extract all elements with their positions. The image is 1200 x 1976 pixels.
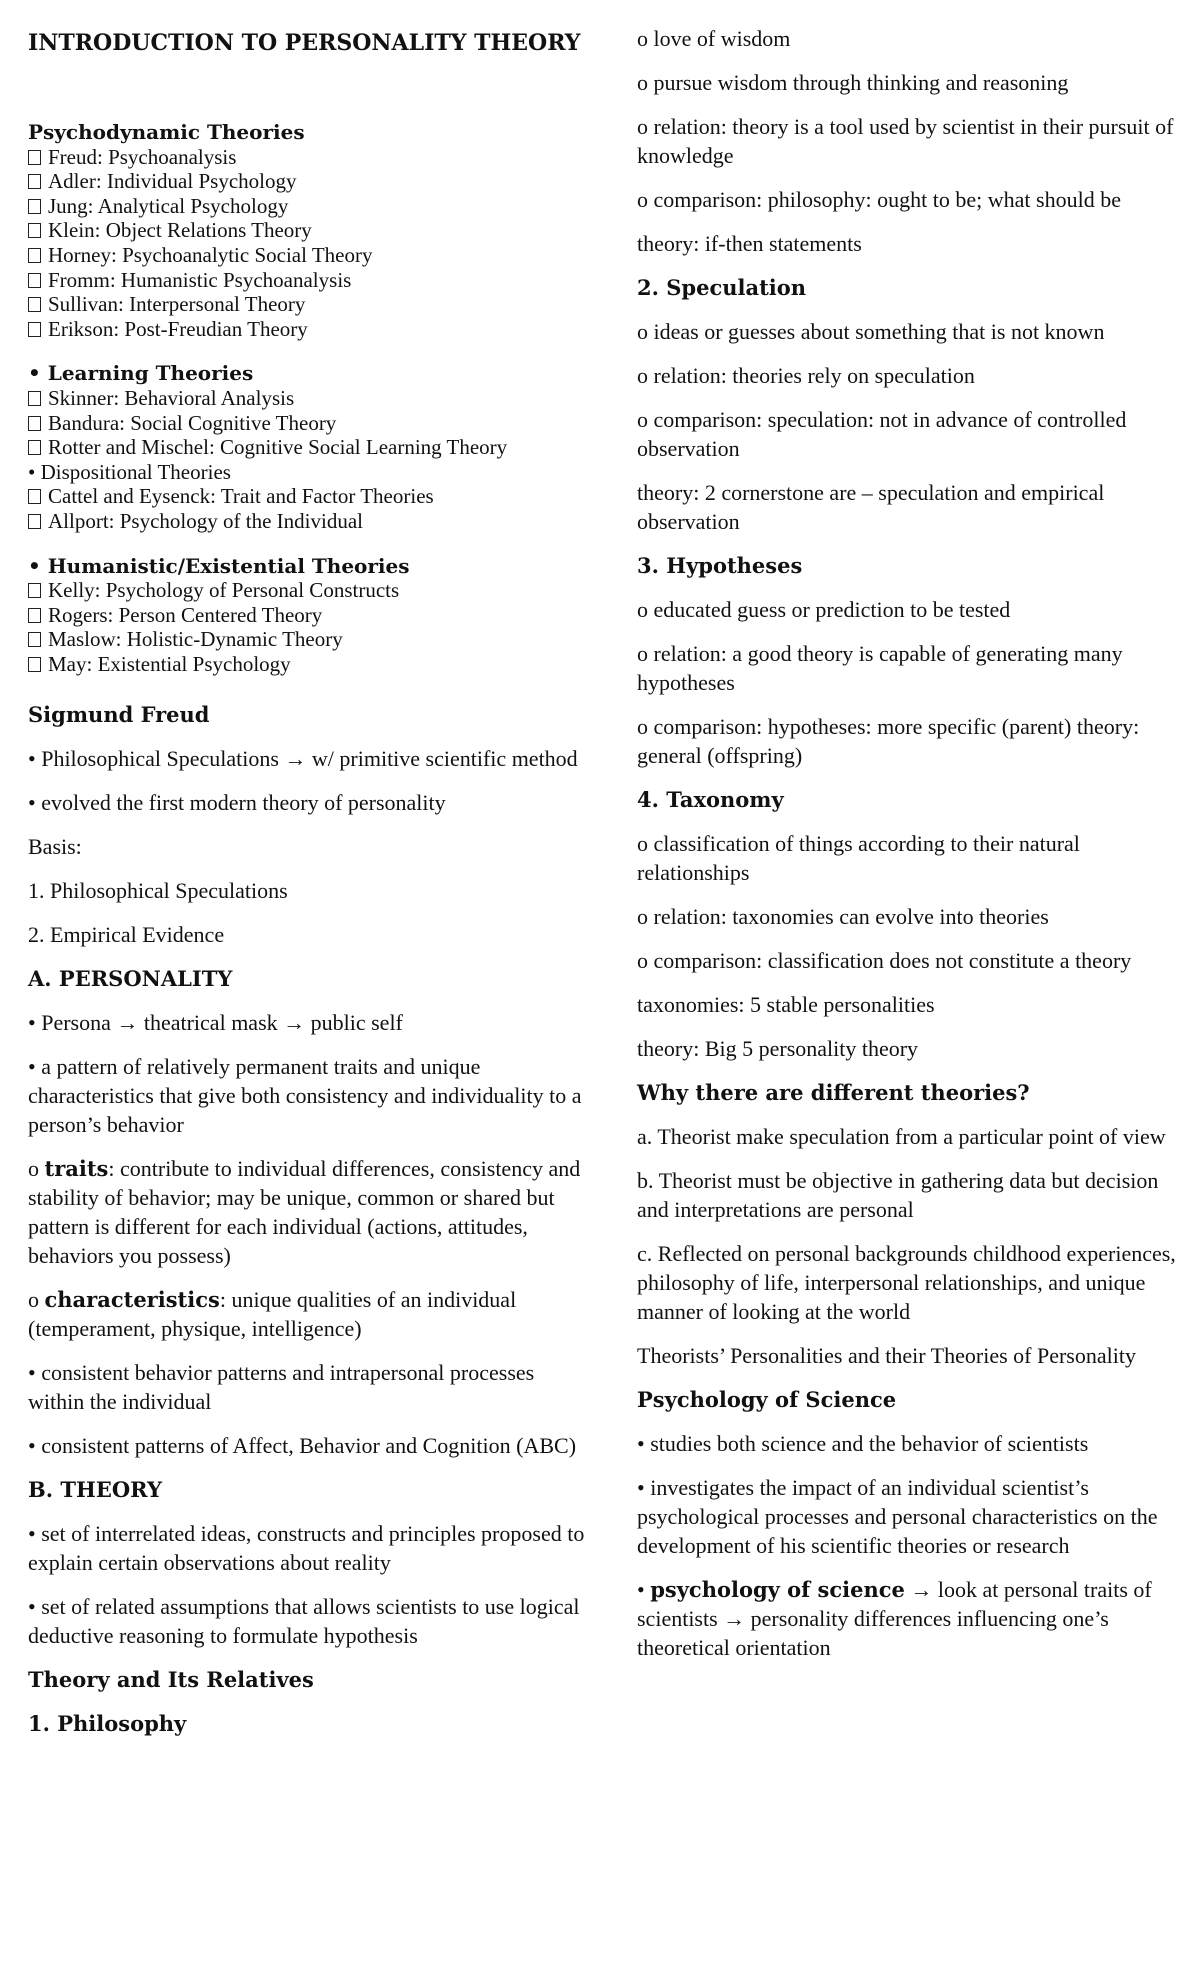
list-item: Adler: Individual Psychology <box>28 169 588 194</box>
paragraph: a. Theorist make speculation from a particular point of view <box>637 1124 1166 1149</box>
checkbox-icon <box>28 223 41 238</box>
paragraph: • psychology of science → look at personal traits of scientists → personality differences influencing one’s theoretical orientation <box>637 1577 1152 1660</box>
checkbox-icon <box>28 322 41 337</box>
philosophy-heading: 1. Philosophy <box>28 1711 187 1737</box>
paragraph: o comparison: classification does not constitute a theory <box>637 948 1132 973</box>
why-different-heading: Why there are different theories? <box>637 1080 1030 1105</box>
list-item: Skinner: Behavioral Analysis <box>28 386 588 411</box>
paragraph: • consistent behavior patterns and intrapersonal processes within the individual <box>28 1360 535 1415</box>
left-column <box>28 0 588 1753</box>
theory-outline <box>28 120 588 676</box>
paragraph: theory: 2 cornerstone are – speculation and empirical observation <box>637 480 1105 534</box>
paragraph: taxonomies: 5 stable personalities <box>637 992 935 1017</box>
list-item: Freud: Psychoanalysis <box>28 145 588 170</box>
paragraph: theory: Big 5 personality theory <box>637 1036 919 1061</box>
relatives-heading: Theory and Its Relatives <box>28 1667 314 1693</box>
term-psychology-of-science: psychology of science <box>650 1577 905 1602</box>
paragraph: o relation: taxonomies can evolve into theories <box>637 904 1049 929</box>
learning-group <box>28 361 588 533</box>
paragraph: 1. Philosophical Speculations <box>28 878 288 904</box>
paragraph: theory: if-then statements <box>637 231 862 256</box>
paragraph: Theorists’ Personalities and their Theories of Personality <box>637 1343 1136 1368</box>
checkbox-icon <box>28 489 41 504</box>
paragraph: o traits: contribute to individual differences, consistency and stability of behavior; may be unique, common or shared but pattern is different for each individual (actions, attitudes, behaviors you possess) <box>28 1156 581 1269</box>
paragraph: b. Theorist must be objective in gathering data but decision and interpretations are personal <box>637 1168 1159 1222</box>
checkbox-icon <box>28 416 41 431</box>
list-item: May: Existential Psychology <box>28 652 588 677</box>
psychology-of-science-heading: Psychology of Science <box>637 1387 897 1412</box>
right-column <box>637 0 1177 1677</box>
humanistic-group <box>28 554 588 677</box>
dispositional-heading: • Dispositional Theories <box>28 459 231 484</box>
list-item: Allport: Psychology of the Individual <box>28 509 588 534</box>
list-item: Cattel and Eysenck: Trait and Factor Theories <box>28 484 588 509</box>
checkbox-icon <box>28 657 41 672</box>
list-item: Erikson: Post-Freudian Theory <box>28 317 588 342</box>
hypotheses-heading: 3. Hypotheses <box>637 553 803 578</box>
list-item: Horney: Psychoanalytic Social Theory <box>28 243 588 268</box>
checkbox-icon <box>28 297 41 312</box>
psychodynamic-group <box>28 120 588 341</box>
paragraph: o relation: theory is a tool used by scientist in their pursuit of knowledge <box>637 114 1174 168</box>
list-item: Sullivan: Interpersonal Theory <box>28 292 588 317</box>
paragraph: o classification of things according to their natural relationships <box>637 831 1080 885</box>
taxonomy-heading: 4. Taxonomy <box>637 787 784 812</box>
speculation-heading: 2. Speculation <box>637 275 807 300</box>
term-traits: traits <box>44 1156 109 1182</box>
paragraph: o comparison: hypotheses: more specific (parent) theory: general (offspring) <box>637 714 1140 768</box>
paragraph: • studies both science and the behavior of scientists <box>637 1431 1089 1456</box>
checkbox-icon <box>28 199 41 214</box>
document-title: INTRODUCTION TO PERSONALITY THEORY <box>28 30 581 56</box>
list-item: Bandura: Social Cognitive Theory <box>28 411 588 436</box>
paragraph: • a pattern of relatively permanent traits and unique characteristics that give both consistency and individuality to a person’s behavior <box>28 1054 582 1138</box>
paragraph: • consistent patterns of Affect, Behavior and Cognition (ABC) <box>28 1433 577 1459</box>
checkbox-icon <box>28 174 41 189</box>
checkbox-icon <box>28 248 41 263</box>
paragraph: o love of wisdom <box>637 26 791 51</box>
paragraph: • investigates the impact of an individual scientist’s psychological processes and personal characteristics on the development of his scientific theories or research <box>637 1475 1158 1558</box>
list-item: Rotter and Mischel: Cognitive Social Learning Theory <box>28 435 588 460</box>
checkbox-icon <box>28 514 41 529</box>
paragraph: o relation: theories rely on speculation <box>637 363 975 388</box>
personality-heading: A. PERSONALITY <box>28 966 233 992</box>
paragraph: o comparison: speculation: not in advance of controlled observation <box>637 407 1127 461</box>
paragraph: • set of interrelated ideas, constructs and principles proposed to explain certain observations about reality <box>28 1521 585 1576</box>
list-item: Maslow: Holistic-Dynamic Theory <box>28 627 588 652</box>
paragraph: c. Reflected on personal backgrounds childhood experiences, philosophy of life, interpersonal relationships, and unique manner of looking at the world <box>637 1241 1176 1324</box>
checkbox-icon <box>28 608 41 623</box>
theory-heading: B. THEORY <box>28 1477 162 1503</box>
paragraph: • Philosophical Speculations → w/ primitive scientific method <box>28 746 578 772</box>
learning-heading: • Learning Theories <box>28 361 254 386</box>
checkbox-icon <box>28 632 41 647</box>
checkbox-icon <box>28 273 41 288</box>
list-item: Fromm: Humanistic Psychoanalysis <box>28 268 588 293</box>
freud-heading: Sigmund Freud <box>28 702 210 728</box>
left-body <box>28 700 588 1739</box>
paragraph: o ideas or guesses about something that is not known <box>637 319 1105 344</box>
list-item: Jung: Analytical Psychology <box>28 194 588 219</box>
term-characteristics: characteristics <box>44 1287 220 1313</box>
paragraph: o relation: a good theory is capable of generating many hypotheses <box>637 641 1123 695</box>
checkbox-icon <box>28 150 41 165</box>
right-body <box>637 24 1177 1662</box>
list-item: Rogers: Person Centered Theory <box>28 603 588 628</box>
paragraph: • set of related assumptions that allows scientists to use logical deductive reasoning to formulate hypothesis <box>28 1594 580 1649</box>
psychodynamic-heading: Psychodynamic Theories <box>28 120 305 144</box>
checkbox-icon <box>28 583 41 598</box>
checkbox-icon <box>28 391 41 406</box>
paragraph: o pursue wisdom through thinking and reasoning <box>637 70 1069 95</box>
paragraph: • evolved the first modern theory of personality <box>28 790 446 816</box>
paragraph: Basis: <box>28 834 82 860</box>
paragraph: • Persona → theatrical mask → public self <box>28 1010 403 1036</box>
paragraph: o educated guess or prediction to be tested <box>637 597 1011 622</box>
checkbox-icon <box>28 440 41 455</box>
humanistic-heading: • Humanistic/Existential Theories <box>28 553 410 578</box>
list-item: Kelly: Psychology of Personal Constructs <box>28 578 588 603</box>
paragraph: o characteristics: unique qualities of an individual (temperament, physique, intelligence) <box>28 1287 517 1342</box>
paragraph: 2. Empirical Evidence <box>28 922 225 948</box>
paragraph: o comparison: philosophy: ought to be; what should be <box>637 187 1121 212</box>
list-item: Klein: Object Relations Theory <box>28 218 588 243</box>
